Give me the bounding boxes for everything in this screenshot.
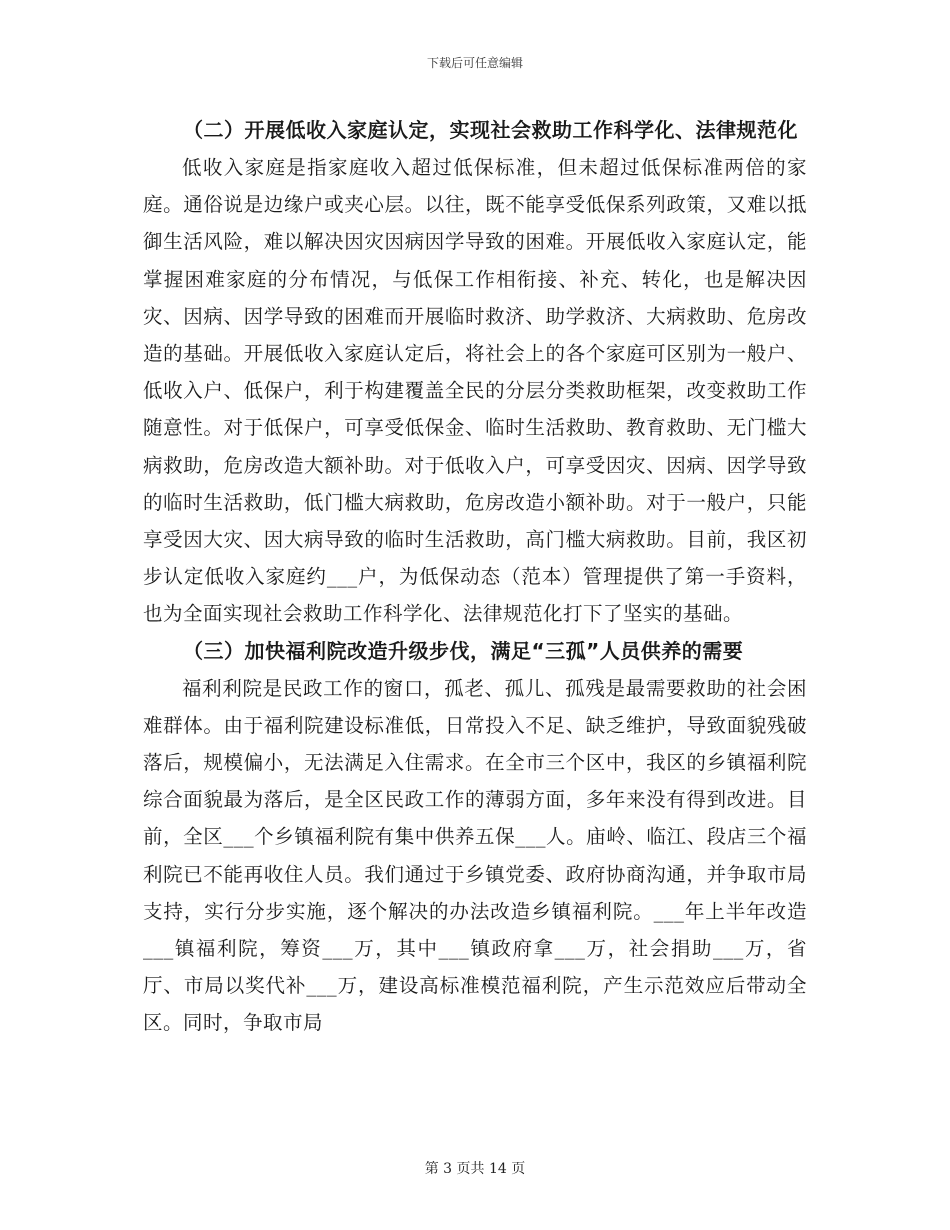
document-body — [143, 112, 807, 1042]
section-paragraph-2: 低收入家庭是指家庭收入超过低保标准，但未超过低保标准两倍的家庭。通俗说是边缘户或夹心层。以往，既不能享受低保系列政策，又难以抵御生活风险，难以解决因灾因病因学导致的困难。开展低收入家庭认定，能掌握困难家庭的分布情况，与低保工作相衔接、补充、转化，也是解决因灾、因病、因学导致的困难而开展临时救济、助学救济、大病救助、危房改造的基础。开展低收入家庭认定后，将社会上的各个家庭可区别为一般户、低收入户、低保户，利于构建覆盖全民的分层分类救助框架，改变救助工作随意性。对于低保户，可享受低保金、临时生活救助、教育救助、无门槛大病救助，危房改造大额补助。对于低收入户，可享受因灾、因病、因学导致的临时生活救助，低门槛大病救助，危房改造小额补助。对于一般户，只能享受因大灾、因大病导致的临时生活救助，高门槛大病救助。目前，我区初步认定低收入家庭约___户，为低保动态（范本）管理提供了第一手资料，也为全面实现社会救助工作科学化、法律规范化打下了坚实的基础。 — [143, 156, 807, 626]
page-footer-page-number: 第 3 页共 14 页 — [424, 1161, 526, 1177]
section-heading-2: （二）开展低收入家庭认定，实现社会救助工作科学化、法律规范化 — [183, 118, 798, 142]
section-paragraph-3: 福利利院是民政工作的窗口，孤老、孤儿、孤残是最需要救助的社会困难群体。由于福利院建设标准低，日常投入不足、缺乏维护，导致面貌残破落后，规模偏小，无法满足入住需求。在全市三个区中，我区的乡镇福利院综合面貌最为落后，是全区民政工作的薄弱方面，多年来没有得到改进。目前，全区___个乡镇福利院有集中供养五保___人。庙岭、临江、段店三个福利院已不能再收住人员。我们通过于乡镇党委、政府协商沟通，并争取市局支持，实行分步实施，逐个解决的办法改造乡镇福利院。___年上半年改造___镇福利院，筹资___万，其中___镇政府拿___万，社会捐助___万，省厅、市局以奖代补___万，建设高标准模范福利院，产生示范效应后带动全区。同时，争取市局 — [143, 676, 807, 1035]
section-heading-3: （三）加快福利院改造升级步伐，满足“三孤”人员供养的需要 — [183, 638, 744, 663]
page-header-note: 下载后可任意编辑 — [426, 56, 523, 70]
